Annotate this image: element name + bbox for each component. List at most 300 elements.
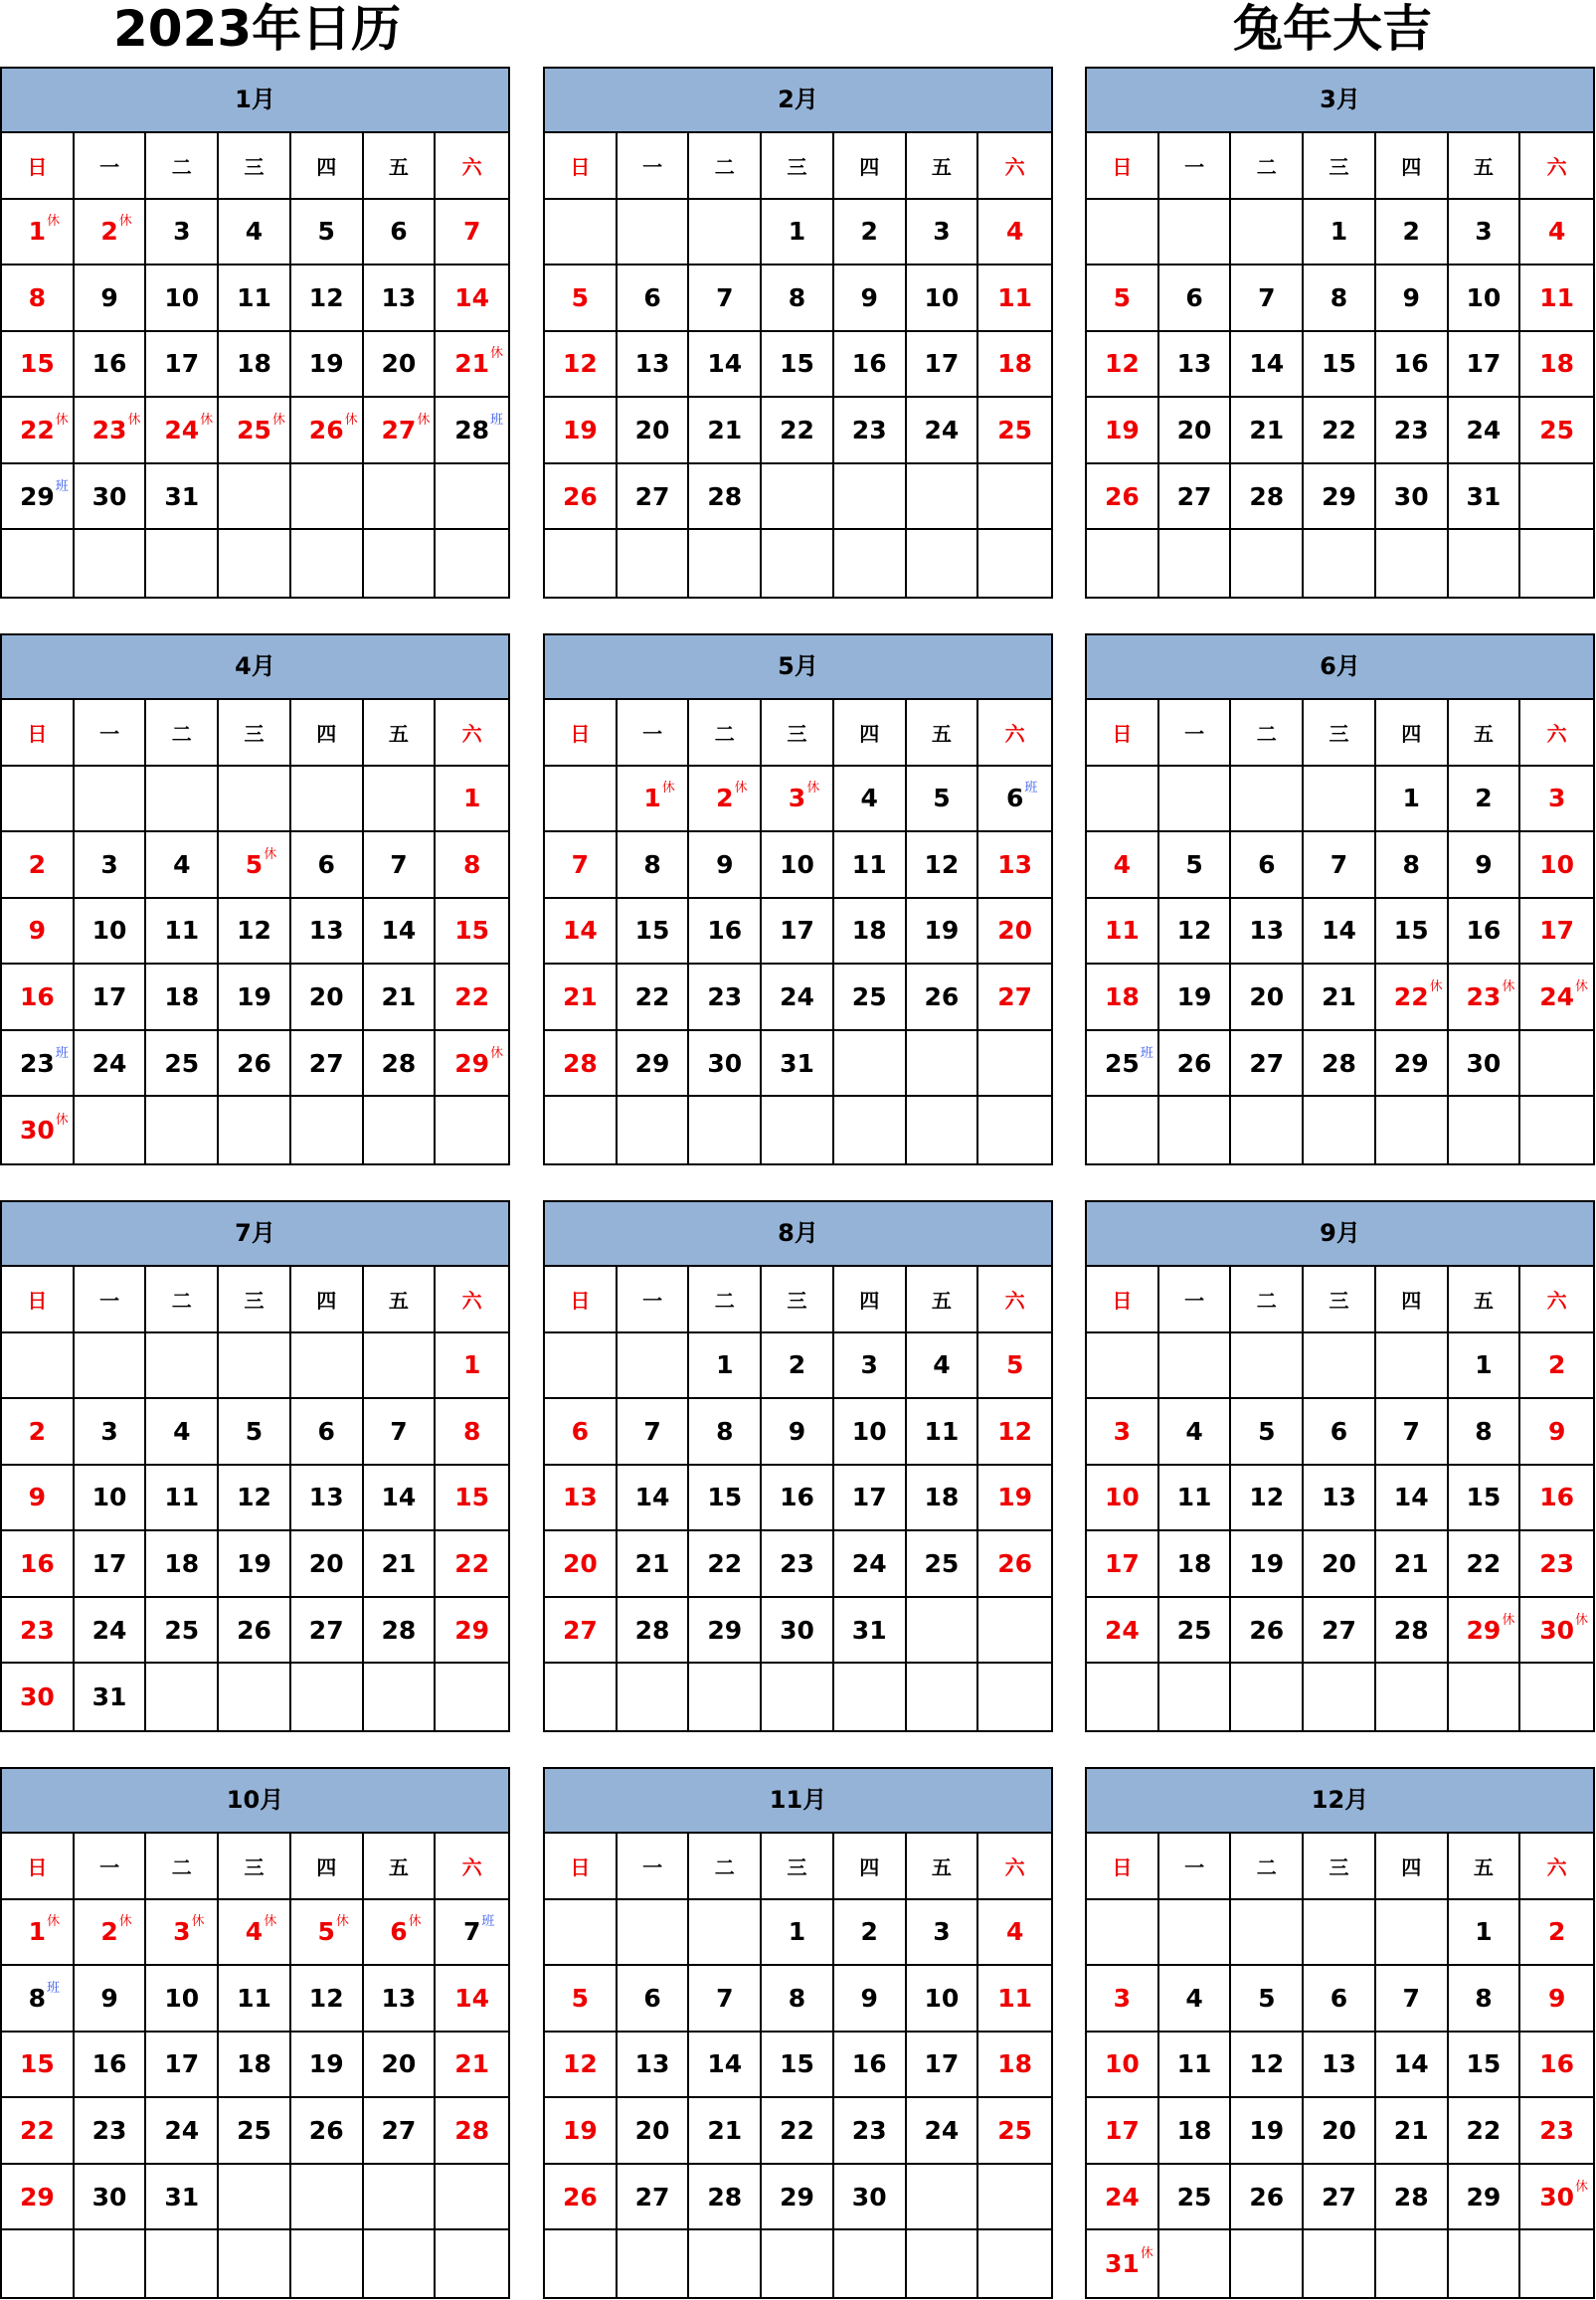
day-cell[interactable]: [618, 265, 690, 332]
day-cell[interactable]: [75, 2098, 147, 2165]
day-cell[interactable]: [689, 1333, 762, 1400]
day-cell[interactable]: [1159, 2165, 1232, 2231]
day-cell[interactable]: [1159, 1466, 1232, 1532]
day-cell[interactable]: [75, 965, 147, 1031]
day-cell[interactable]: [1159, 2098, 1232, 2165]
day-cell[interactable]: [1159, 1399, 1232, 1466]
day-cell[interactable]: [2, 1664, 75, 1730]
day-cell[interactable]: [689, 832, 762, 899]
day-cell[interactable]: [907, 398, 979, 464]
day-cell[interactable]: [1087, 899, 1159, 966]
day-cell[interactable]: [291, 1900, 364, 1967]
day-cell[interactable]: [1231, 2033, 1304, 2099]
day-cell[interactable]: [1304, 2165, 1376, 2231]
day-cell[interactable]: [146, 2165, 219, 2231]
day-cell[interactable]: [545, 332, 618, 399]
day-cell[interactable]: [1159, 1598, 1232, 1665]
day-cell[interactable]: [146, 2098, 219, 2165]
day-cell[interactable]: [545, 265, 618, 332]
day-cell[interactable]: [364, 899, 437, 966]
day-cell[interactable]: [1231, 2165, 1304, 2231]
day-cell[interactable]: [436, 1598, 508, 1665]
day-cell[interactable]: [1520, 767, 1593, 833]
day-cell[interactable]: [1376, 1031, 1449, 1098]
day-cell[interactable]: [762, 1900, 834, 1967]
day-cell[interactable]: [146, 1966, 219, 2033]
day-cell[interactable]: [436, 1466, 508, 1532]
day-cell[interactable]: [1159, 332, 1232, 399]
day-cell[interactable]: [1087, 265, 1159, 332]
day-cell[interactable]: [1376, 200, 1449, 266]
day-cell[interactable]: [1376, 767, 1449, 833]
day-cell[interactable]: [2, 1966, 75, 2033]
day-cell[interactable]: [146, 1031, 219, 1098]
day-cell[interactable]: [291, 1031, 364, 1098]
day-cell[interactable]: [1304, 2033, 1376, 2099]
day-cell[interactable]: [1520, 965, 1593, 1031]
day-cell[interactable]: [907, 767, 979, 833]
day-cell[interactable]: [545, 1031, 618, 1098]
day-cell[interactable]: [219, 899, 291, 966]
day-cell[interactable]: [1087, 1598, 1159, 1665]
day-cell[interactable]: [2, 2098, 75, 2165]
day-cell[interactable]: [907, 1466, 979, 1532]
day-cell[interactable]: [618, 2033, 690, 2099]
day-cell[interactable]: [978, 1966, 1051, 2033]
day-cell[interactable]: [1449, 899, 1521, 966]
day-cell[interactable]: [762, 1333, 834, 1400]
day-cell[interactable]: [436, 832, 508, 899]
day-cell[interactable]: [689, 398, 762, 464]
day-cell[interactable]: [762, 2165, 834, 2231]
day-cell[interactable]: [978, 265, 1051, 332]
day-cell[interactable]: [2, 2033, 75, 2099]
day-cell[interactable]: [2, 899, 75, 966]
day-cell[interactable]: [219, 1531, 291, 1598]
day-cell[interactable]: [762, 200, 834, 266]
day-cell[interactable]: [1449, 1333, 1521, 1400]
day-cell[interactable]: [146, 1531, 219, 1598]
day-cell[interactable]: [291, 2098, 364, 2165]
day-cell[interactable]: [1159, 398, 1232, 464]
day-cell[interactable]: [2, 832, 75, 899]
day-cell[interactable]: [545, 832, 618, 899]
day-cell[interactable]: [1304, 1531, 1376, 1598]
day-cell[interactable]: [291, 965, 364, 1031]
day-cell[interactable]: [1376, 965, 1449, 1031]
day-cell[interactable]: [1449, 965, 1521, 1031]
day-cell[interactable]: [762, 2033, 834, 2099]
day-cell[interactable]: [545, 2165, 618, 2231]
day-cell[interactable]: [1087, 1466, 1159, 1532]
day-cell[interactable]: [689, 2165, 762, 2231]
day-cell[interactable]: [545, 1531, 618, 1598]
day-cell[interactable]: [545, 1399, 618, 1466]
day-cell[interactable]: [1376, 265, 1449, 332]
day-cell[interactable]: [1520, 832, 1593, 899]
day-cell[interactable]: [834, 832, 907, 899]
day-cell[interactable]: [291, 832, 364, 899]
day-cell[interactable]: [978, 1333, 1051, 1400]
day-cell[interactable]: [2, 398, 75, 464]
day-cell[interactable]: [1231, 1531, 1304, 1598]
day-cell[interactable]: [618, 965, 690, 1031]
day-cell[interactable]: [618, 1466, 690, 1532]
day-cell[interactable]: [146, 1399, 219, 1466]
day-cell[interactable]: [146, 464, 219, 531]
day-cell[interactable]: [364, 1399, 437, 1466]
day-cell[interactable]: [146, 1598, 219, 1665]
day-cell[interactable]: [834, 1900, 907, 1967]
day-cell[interactable]: [762, 1399, 834, 1466]
day-cell[interactable]: [436, 2033, 508, 2099]
day-cell[interactable]: [219, 2033, 291, 2099]
day-cell[interactable]: [146, 1466, 219, 1532]
day-cell[interactable]: [618, 832, 690, 899]
day-cell[interactable]: [291, 1531, 364, 1598]
day-cell[interactable]: [2, 1531, 75, 1598]
day-cell[interactable]: [1449, 2165, 1521, 2231]
day-cell[interactable]: [618, 899, 690, 966]
day-cell[interactable]: [219, 832, 291, 899]
day-cell[interactable]: [1304, 832, 1376, 899]
day-cell[interactable]: [2, 1466, 75, 1532]
day-cell[interactable]: [1231, 965, 1304, 1031]
day-cell[interactable]: [834, 1399, 907, 1466]
day-cell[interactable]: [75, 464, 147, 531]
day-cell[interactable]: [75, 899, 147, 966]
day-cell[interactable]: [978, 899, 1051, 966]
day-cell[interactable]: [364, 2098, 437, 2165]
day-cell[interactable]: [907, 2098, 979, 2165]
day-cell[interactable]: [1520, 2098, 1593, 2165]
day-cell[interactable]: [1087, 464, 1159, 531]
day-cell[interactable]: [364, 265, 437, 332]
day-cell[interactable]: [1087, 832, 1159, 899]
day-cell[interactable]: [1449, 464, 1521, 531]
day-cell[interactable]: [762, 398, 834, 464]
day-cell[interactable]: [689, 2098, 762, 2165]
day-cell[interactable]: [1520, 332, 1593, 399]
day-cell[interactable]: [978, 200, 1051, 266]
day-cell[interactable]: [1449, 332, 1521, 399]
day-cell[interactable]: [364, 1598, 437, 1665]
day-cell[interactable]: [364, 398, 437, 464]
day-cell[interactable]: [75, 1531, 147, 1598]
day-cell[interactable]: [618, 1531, 690, 1598]
day-cell[interactable]: [1520, 1333, 1593, 1400]
day-cell[interactable]: [1520, 1900, 1593, 1967]
day-cell[interactable]: [907, 1900, 979, 1967]
day-cell[interactable]: [834, 1466, 907, 1532]
day-cell[interactable]: [1087, 965, 1159, 1031]
day-cell[interactable]: [75, 1664, 147, 1730]
day-cell[interactable]: [618, 464, 690, 531]
day-cell[interactable]: [436, 767, 508, 833]
day-cell[interactable]: [1231, 832, 1304, 899]
day-cell[interactable]: [1087, 2033, 1159, 2099]
day-cell[interactable]: [291, 398, 364, 464]
day-cell[interactable]: [834, 2098, 907, 2165]
day-cell[interactable]: [1376, 1531, 1449, 1598]
day-cell[interactable]: [907, 1966, 979, 2033]
day-cell[interactable]: [2, 1900, 75, 1967]
day-cell[interactable]: [545, 1598, 618, 1665]
day-cell[interactable]: [545, 398, 618, 464]
day-cell[interactable]: [291, 1966, 364, 2033]
day-cell[interactable]: [1376, 464, 1449, 531]
day-cell[interactable]: [1231, 398, 1304, 464]
day-cell[interactable]: [545, 965, 618, 1031]
day-cell[interactable]: [436, 1966, 508, 2033]
day-cell[interactable]: [978, 2098, 1051, 2165]
day-cell[interactable]: [1520, 398, 1593, 464]
day-cell[interactable]: [834, 2033, 907, 2099]
day-cell[interactable]: [219, 1966, 291, 2033]
day-cell[interactable]: [291, 899, 364, 966]
day-cell[interactable]: [364, 1466, 437, 1532]
day-cell[interactable]: [834, 1531, 907, 1598]
day-cell[interactable]: [1159, 265, 1232, 332]
day-cell[interactable]: [1231, 1466, 1304, 1532]
day-cell[interactable]: [618, 2098, 690, 2165]
day-cell[interactable]: [219, 965, 291, 1031]
day-cell[interactable]: [1159, 899, 1232, 966]
day-cell[interactable]: [1449, 1466, 1521, 1532]
day-cell[interactable]: [834, 2165, 907, 2231]
day-cell[interactable]: [762, 832, 834, 899]
day-cell[interactable]: [1304, 1966, 1376, 2033]
day-cell[interactable]: [1087, 1966, 1159, 2033]
day-cell[interactable]: [1231, 265, 1304, 332]
day-cell[interactable]: [2, 464, 75, 531]
day-cell[interactable]: [146, 265, 219, 332]
day-cell[interactable]: [1449, 1031, 1521, 1098]
day-cell[interactable]: [75, 1900, 147, 1967]
day-cell[interactable]: [436, 2098, 508, 2165]
day-cell[interactable]: [1520, 200, 1593, 266]
day-cell[interactable]: [618, 2165, 690, 2231]
day-cell[interactable]: [762, 265, 834, 332]
day-cell[interactable]: [2, 332, 75, 399]
day-cell[interactable]: [689, 965, 762, 1031]
day-cell[interactable]: [364, 965, 437, 1031]
day-cell[interactable]: [1376, 899, 1449, 966]
day-cell[interactable]: [907, 265, 979, 332]
day-cell[interactable]: [1376, 398, 1449, 464]
day-cell[interactable]: [834, 965, 907, 1031]
day-cell[interactable]: [834, 332, 907, 399]
day-cell[interactable]: [689, 767, 762, 833]
day-cell[interactable]: [2, 265, 75, 332]
day-cell[interactable]: [907, 1399, 979, 1466]
day-cell[interactable]: [545, 1466, 618, 1532]
day-cell[interactable]: [146, 200, 219, 266]
day-cell[interactable]: [762, 965, 834, 1031]
day-cell[interactable]: [834, 398, 907, 464]
day-cell[interactable]: [834, 767, 907, 833]
day-cell[interactable]: [2, 1399, 75, 1466]
day-cell[interactable]: [75, 1966, 147, 2033]
day-cell[interactable]: [618, 332, 690, 399]
day-cell[interactable]: [978, 767, 1051, 833]
day-cell[interactable]: [291, 265, 364, 332]
day-cell[interactable]: [1087, 332, 1159, 399]
day-cell[interactable]: [618, 767, 690, 833]
day-cell[interactable]: [1231, 332, 1304, 399]
day-cell[interactable]: [1159, 1531, 1232, 1598]
day-cell[interactable]: [689, 1031, 762, 1098]
day-cell[interactable]: [1449, 1399, 1521, 1466]
day-cell[interactable]: [1520, 265, 1593, 332]
day-cell[interactable]: [364, 200, 437, 266]
day-cell[interactable]: [146, 1900, 219, 1967]
day-cell[interactable]: [364, 2033, 437, 2099]
day-cell[interactable]: [978, 965, 1051, 1031]
day-cell[interactable]: [75, 200, 147, 266]
day-cell[interactable]: [1376, 332, 1449, 399]
day-cell[interactable]: [75, 1466, 147, 1532]
day-cell[interactable]: [436, 1031, 508, 1098]
day-cell[interactable]: [1087, 2165, 1159, 2231]
day-cell[interactable]: [364, 1900, 437, 1967]
day-cell[interactable]: [545, 899, 618, 966]
day-cell[interactable]: [689, 1466, 762, 1532]
day-cell[interactable]: [436, 265, 508, 332]
day-cell[interactable]: [907, 332, 979, 399]
day-cell[interactable]: [1304, 1399, 1376, 1466]
day-cell[interactable]: [978, 398, 1051, 464]
day-cell[interactable]: [219, 1031, 291, 1098]
day-cell[interactable]: [1376, 1966, 1449, 2033]
day-cell[interactable]: [1231, 464, 1304, 531]
day-cell[interactable]: [618, 1399, 690, 1466]
day-cell[interactable]: [834, 200, 907, 266]
day-cell[interactable]: [978, 1531, 1051, 1598]
day-cell[interactable]: [1520, 2033, 1593, 2099]
day-cell[interactable]: [907, 1531, 979, 1598]
day-cell[interactable]: [1159, 965, 1232, 1031]
day-cell[interactable]: [545, 2033, 618, 2099]
day-cell[interactable]: [618, 1598, 690, 1665]
day-cell[interactable]: [1159, 464, 1232, 531]
day-cell[interactable]: [1449, 398, 1521, 464]
day-cell[interactable]: [219, 265, 291, 332]
day-cell[interactable]: [1231, 1966, 1304, 2033]
day-cell[interactable]: [762, 767, 834, 833]
day-cell[interactable]: [1520, 1399, 1593, 1466]
day-cell[interactable]: [2, 965, 75, 1031]
day-cell[interactable]: [618, 1966, 690, 2033]
day-cell[interactable]: [436, 965, 508, 1031]
day-cell[interactable]: [689, 332, 762, 399]
day-cell[interactable]: [291, 2033, 364, 2099]
day-cell[interactable]: [219, 1466, 291, 1532]
day-cell[interactable]: [1376, 2165, 1449, 2231]
day-cell[interactable]: [291, 1399, 364, 1466]
day-cell[interactable]: [1231, 1031, 1304, 1098]
day-cell[interactable]: [1376, 1466, 1449, 1532]
day-cell[interactable]: [1520, 2165, 1593, 2231]
day-cell[interactable]: [2, 200, 75, 266]
day-cell[interactable]: [1449, 1966, 1521, 2033]
day-cell[interactable]: [1520, 1466, 1593, 1532]
day-cell[interactable]: [219, 2098, 291, 2165]
day-cell[interactable]: [907, 2033, 979, 2099]
day-cell[interactable]: [146, 832, 219, 899]
day-cell[interactable]: [907, 899, 979, 966]
day-cell[interactable]: [436, 1900, 508, 1967]
day-cell[interactable]: [1520, 1531, 1593, 1598]
day-cell[interactable]: [1449, 767, 1521, 833]
day-cell[interactable]: [762, 899, 834, 966]
day-cell[interactable]: [364, 1531, 437, 1598]
day-cell[interactable]: [75, 1031, 147, 1098]
day-cell[interactable]: [978, 2033, 1051, 2099]
day-cell[interactable]: [219, 1598, 291, 1665]
day-cell[interactable]: [1304, 965, 1376, 1031]
day-cell[interactable]: [291, 332, 364, 399]
day-cell[interactable]: [1449, 200, 1521, 266]
day-cell[interactable]: [291, 1598, 364, 1665]
day-cell[interactable]: [75, 398, 147, 464]
day-cell[interactable]: [1520, 1966, 1593, 2033]
day-cell[interactable]: [1520, 899, 1593, 966]
day-cell[interactable]: [146, 2033, 219, 2099]
day-cell[interactable]: [436, 398, 508, 464]
day-cell[interactable]: [1449, 2098, 1521, 2165]
day-cell[interactable]: [436, 200, 508, 266]
day-cell[interactable]: [1304, 398, 1376, 464]
day-cell[interactable]: [1376, 1399, 1449, 1466]
day-cell[interactable]: [2, 1097, 75, 1163]
day-cell[interactable]: [1304, 2098, 1376, 2165]
day-cell[interactable]: [689, 899, 762, 966]
day-cell[interactable]: [1159, 832, 1232, 899]
day-cell[interactable]: [618, 398, 690, 464]
day-cell[interactable]: [1304, 899, 1376, 966]
day-cell[interactable]: [1304, 1466, 1376, 1532]
day-cell[interactable]: [1449, 1598, 1521, 1665]
day-cell[interactable]: [2, 1598, 75, 1665]
day-cell[interactable]: [978, 332, 1051, 399]
day-cell[interactable]: [1159, 2033, 1232, 2099]
day-cell[interactable]: [689, 1399, 762, 1466]
day-cell[interactable]: [545, 1966, 618, 2033]
day-cell[interactable]: [689, 1966, 762, 2033]
day-cell[interactable]: [834, 265, 907, 332]
day-cell[interactable]: [545, 2098, 618, 2165]
day-cell[interactable]: [364, 832, 437, 899]
day-cell[interactable]: [1304, 464, 1376, 531]
day-cell[interactable]: [1304, 332, 1376, 399]
day-cell[interactable]: [762, 1966, 834, 2033]
day-cell[interactable]: [1449, 1531, 1521, 1598]
day-cell[interactable]: [689, 1598, 762, 1665]
day-cell[interactable]: [219, 1900, 291, 1967]
day-cell[interactable]: [762, 1531, 834, 1598]
day-cell[interactable]: [291, 200, 364, 266]
day-cell[interactable]: [146, 398, 219, 464]
day-cell[interactable]: [436, 1333, 508, 1400]
day-cell[interactable]: [978, 832, 1051, 899]
day-cell[interactable]: [1087, 2230, 1159, 2297]
day-cell[interactable]: [436, 332, 508, 399]
day-cell[interactable]: [219, 200, 291, 266]
day-cell[interactable]: [364, 1966, 437, 2033]
day-cell[interactable]: [2, 1031, 75, 1098]
day-cell[interactable]: [689, 1531, 762, 1598]
